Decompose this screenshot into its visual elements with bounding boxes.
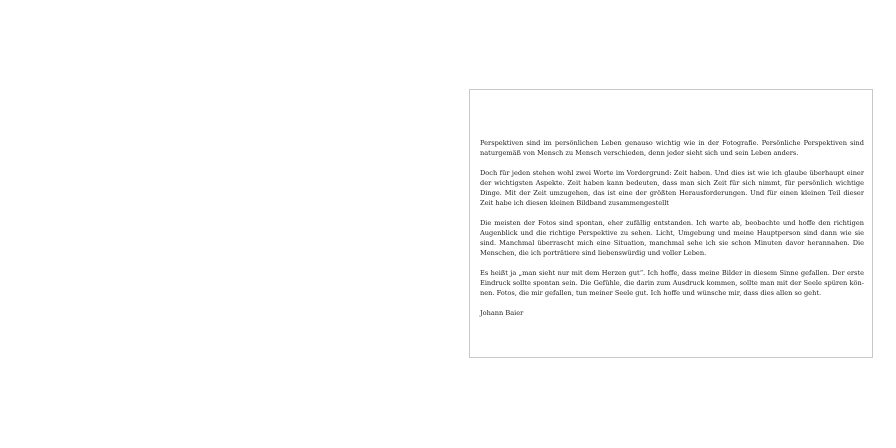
paragraph-3: Die meisten der Fotos sind spontan, eher zufällig entstanden. Ich warte ab, beobachte und hoffe den richtigen Augenblick und die richtige Perspektive zu sehen. Licht, Umgebung und meine Hauptperson sind dann wie sie sind. Manchmal überrascht mich eine Situation, manchmal sehe ich sie schon Minuten davor herannahen. Die Menschen, die ich porträtiere sind liebenswürdig und voller Leben. xyxy=(480,219,864,257)
right-page xyxy=(469,89,873,358)
paragraph-2: Doch für jeden stehen wohl zwei Worte im Vordergrund: Zeit haben. Und dies ist wie ich glaube überhaupt einer der wichtigsten Aspekte. Zeit haben kann bedeuten, dass man sich Zeit für sich nimmt, für persönlich wichtige Dinge. Mit der Zeit umzugehen, das ist eine der größten Herausforderungen. Und für einen kleinen Teil dieser Zeit habe ich diesen kleinen Bildband zusammengestellt xyxy=(480,169,864,207)
paragraph-4: Es heißt ja „man sieht nur mit dem Herzen gut“. Ich hoffe, dass meine Bilder in diesem Sinne gefallen. Der erste Eindruck sollte spontan sein. Die Gefühle, die darin zum Ausdruck kommen, sollte man mit der Seele spüren können. Fotos, die mir gefallen, tun meiner Seele gut. Ich hoffe und wünsche mir, dass dies allen so geht. xyxy=(480,269,864,297)
author-signature: Johann Baier xyxy=(480,309,524,317)
foreword-text xyxy=(480,138,864,328)
paragraph-1: Perspektiven sind im persönlichen Leben genauso wichtig wie in der Fotografie. Persönliche Perspektiven sind naturgemäß von Mensch zu Mensch verschieden, denn jeder sieht sich und sein Leben anders. xyxy=(480,139,864,157)
